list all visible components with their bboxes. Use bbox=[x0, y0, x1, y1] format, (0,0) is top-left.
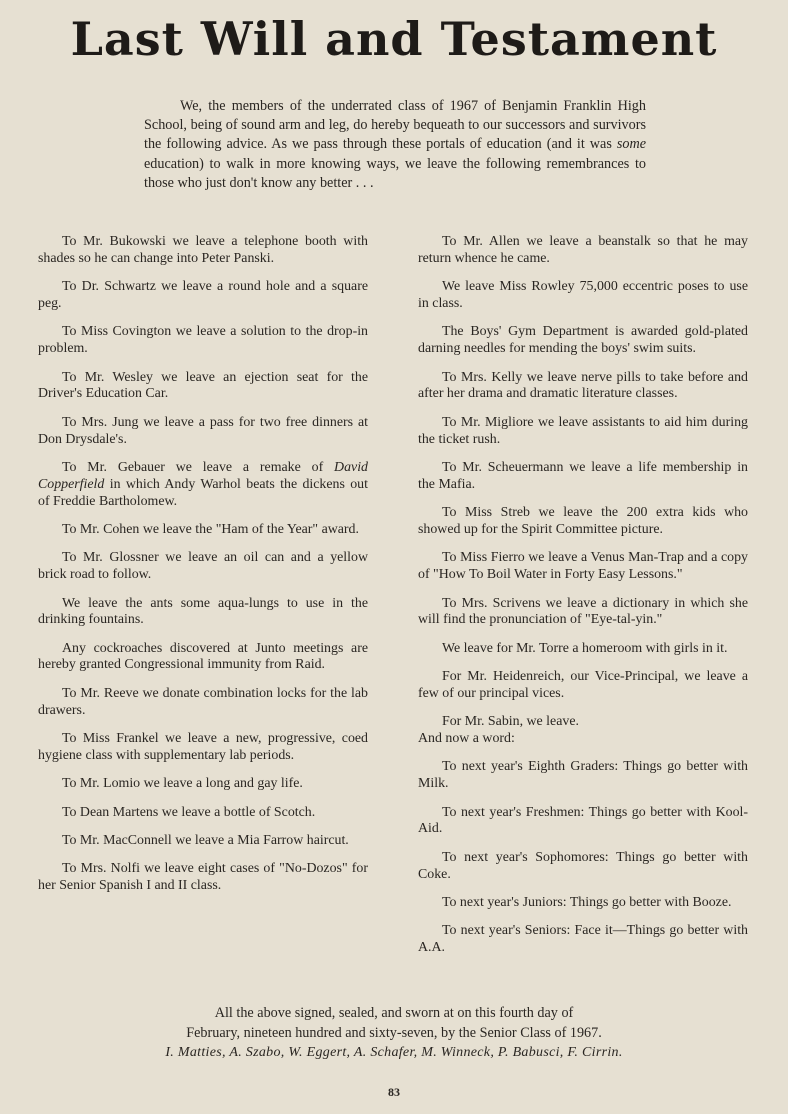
bequest-paragraph: To next year's Eighth Graders: Things go better with Milk. bbox=[418, 759, 748, 792]
sabin-block bbox=[418, 714, 748, 748]
intro-text-before: We, the members of the underrated class of 1967 of Benjamin Franklin High School, being of sound arm and leg, do hereby bequeath to our successors and survivors the following advice. As we pass through these portals of education (and it was bbox=[144, 98, 646, 153]
bequest-paragraph: To Miss Fierro we leave a Venus Man-Trap and a copy of "How To Boil Water in Forty Easy Lessons." bbox=[418, 550, 748, 583]
bequest-paragraph: To Miss Covington we leave a solution to the drop-in problem. bbox=[38, 324, 368, 357]
bequest-paragraph: We leave Miss Rowley 75,000 eccentric poses to use in class. bbox=[418, 279, 748, 311]
bequest-paragraph: To Mrs. Scrivens we leave a dictionary in which she will find the pronunciation of "Eye-tal-yin." bbox=[418, 595, 748, 628]
closing-line: All the above signed, sealed, and sworn at on this fourth day of bbox=[214, 1005, 574, 1021]
bequest-paragraph: To Mr. Scheuermann we leave a life membership in the Mafia. bbox=[418, 459, 748, 492]
closing-statement bbox=[0, 1003, 788, 1043]
intro-text-emphasis: some bbox=[616, 136, 646, 153]
bequest-paragraph: To Mr. Wesley we leave an ejection seat for the Driver's Education Car. bbox=[38, 369, 368, 402]
bequest-paragraph: To next year's Seniors: Face it—Things go better with A.A. bbox=[418, 923, 748, 956]
gebauer-text-before: To Mr. Gebauer we leave a remake of bbox=[62, 459, 335, 475]
bequest-paragraph: To Mr. Reeve we donate combination locks for the lab drawers. bbox=[38, 685, 368, 718]
bequest-paragraph: To Mrs. Kelly we leave nerve pills to take before and after her drama and dramatic literature classes. bbox=[418, 369, 748, 402]
bequest-paragraph-gebauer bbox=[38, 460, 368, 510]
bequest-paragraph: Any cockroaches discovered at Junto meetings are hereby granted Congressional immunity from Raid. bbox=[38, 640, 368, 673]
bequest-paragraph: To Mr. Migliore we leave assistants to aid him during the ticket rush. bbox=[418, 414, 748, 447]
bequest-paragraph: To next year's Freshmen: Things go better with Kool-Aid. bbox=[418, 804, 748, 837]
bequest-paragraph: To Miss Streb we leave the 200 extra kids who showed up for the Spirit Committee picture. bbox=[418, 505, 748, 537]
page-number: 83 bbox=[388, 1085, 400, 1099]
intro-text-after: education) to walk in more knowing ways, we leave the following remembrances to those who just don't know any better . . . bbox=[144, 155, 646, 191]
bequest-paragraph: To Dean Martens we leave a bottle of Scotch. bbox=[62, 804, 316, 820]
left-column bbox=[38, 234, 368, 907]
gebauer-text-emphasis: David Copperfield bbox=[38, 459, 368, 492]
now-a-word-line: And now a word: bbox=[418, 731, 515, 747]
bequest-paragraph: To Mr. Bukowski we leave a telephone booth with shades so he can change into Peter Panski. bbox=[38, 234, 368, 266]
bequest-paragraph: The Boys' Gym Department is awarded gold-plated darning needles for mending the boys' swim suits. bbox=[418, 324, 748, 357]
bequest-paragraph: To Mr. Cohen we leave the "Ham of the Year" award. bbox=[62, 521, 359, 537]
bequest-paragraph: We leave for Mr. Torre a homeroom with girls in it. bbox=[442, 640, 728, 656]
gebauer-text-after: in which Andy Warhol beats the dickens out of Freddie Bartholomew. bbox=[38, 476, 368, 509]
intro-paragraph bbox=[144, 97, 646, 193]
bequest-paragraph: To Mr. Allen we leave a beanstalk so that he may return whence he came. bbox=[418, 234, 748, 266]
bequest-paragraph: We leave the ants some aqua-lungs to use in the drinking fountains. bbox=[38, 595, 368, 628]
bequest-paragraph: For Mr. Heidenreich, our Vice-Principal, we leave a few of our principal vices. bbox=[418, 669, 748, 701]
closing-line: February, nineteen hundred and sixty-seven, by the Senior Class of 1967. bbox=[186, 1025, 602, 1041]
bequest-paragraph: To next year's Juniors: Things go better with Booze. bbox=[442, 895, 732, 911]
bequest-paragraph: To Miss Frankel we leave a new, progressive, coed hygiene class with supplementary lab periods. bbox=[38, 731, 368, 763]
right-column bbox=[418, 234, 748, 969]
bequest-paragraph: To Dr. Schwartz we leave a round hole and a square peg. bbox=[38, 279, 368, 311]
bequest-paragraph: To Mr. Lomio we leave a long and gay life. bbox=[62, 776, 303, 792]
bequest-paragraph: To Mrs. Jung we leave a pass for two free dinners at Don Drysdale's. bbox=[38, 414, 368, 447]
bequest-paragraph: To next year's Sophomores: Things go better with Coke. bbox=[418, 849, 748, 882]
bequest-paragraph: To Mr. Glossner we leave an oil can and a yellow brick road to follow. bbox=[38, 550, 368, 583]
page-title: Last Will and Testament bbox=[70, 12, 718, 66]
bequest-paragraph: To Mr. MacConnell we leave a Mia Farrow haircut. bbox=[62, 833, 349, 849]
bequest-paragraph: To Mrs. Nolfi we leave eight cases of "No-Dozos" for her Senior Spanish I and II class. bbox=[38, 861, 368, 894]
signers-line: I. Matties, A. Szabo, W. Eggert, A. Schafer, M. Winneck, P. Babusci, F. Cirrin. bbox=[165, 1045, 623, 1060]
sabin-line: For Mr. Sabin, we leave. bbox=[442, 714, 579, 730]
